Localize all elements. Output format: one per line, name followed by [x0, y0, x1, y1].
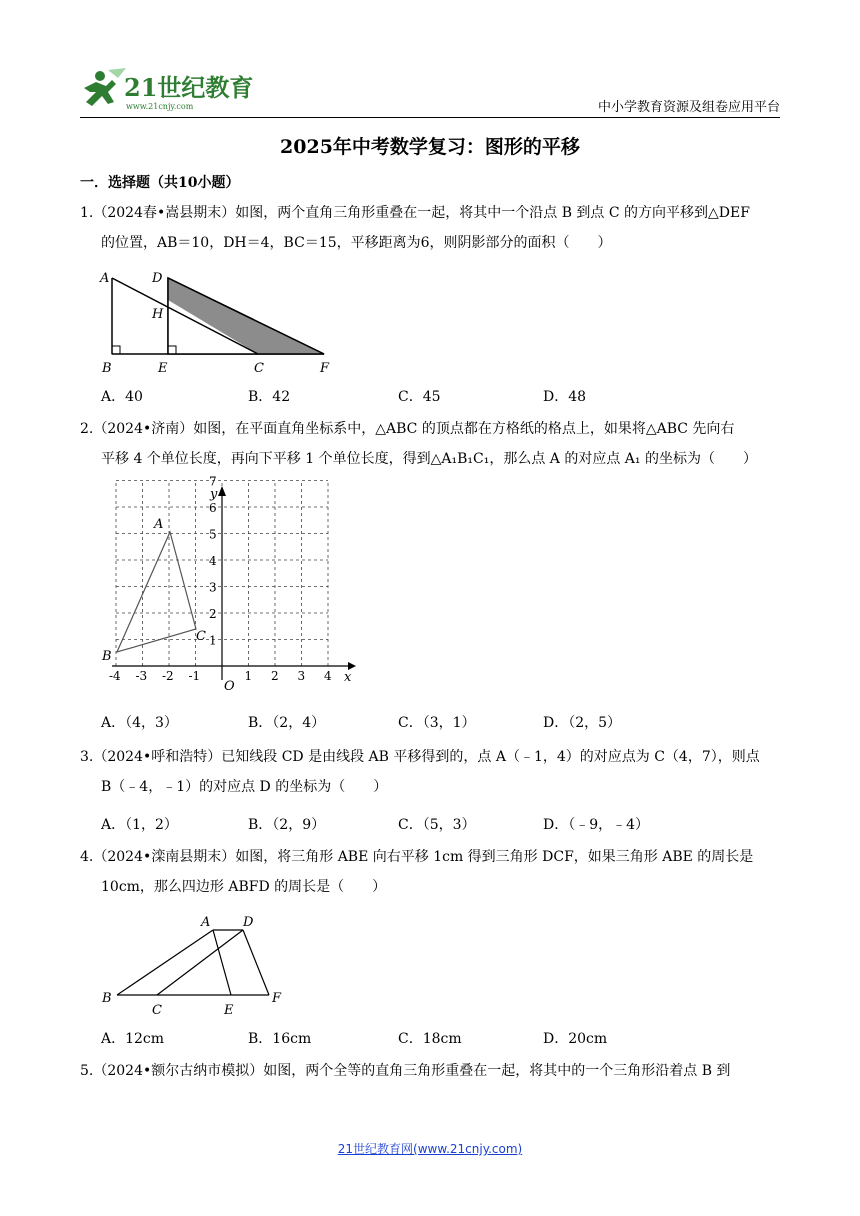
logo-url: www.21cnjy.com	[126, 102, 194, 111]
question-2-line1: 2.（2024•济南）如图，在平面直角坐标系中，△ABC 的顶点都在方格纸的格点上，如果将△ABC 先向右	[80, 421, 735, 437]
x-tick-label: -3	[135, 669, 148, 683]
option-a[interactable]: A．（1，2）	[101, 817, 178, 833]
label-A: A	[100, 271, 110, 286]
question-1	[80, 198, 780, 258]
label-E: E	[158, 361, 168, 376]
question-2-line2: 平移 4 个单位长度，再向下平移 1 个单位长度，得到△A₁B₁C₁，那么点 A 的对应点 A₁ 的坐标为（ ）	[101, 451, 757, 467]
header-divider	[80, 117, 780, 118]
footer-link[interactable]: 21世纪教育网(www.21cnjy.com)	[337, 1142, 523, 1156]
x-tick-label: 2	[271, 669, 279, 683]
y-tick-label: 7	[209, 474, 217, 489]
label-A: A	[201, 915, 211, 930]
question-1-line2: 的位置，AB＝10，DH＝4，BC＝15，平移距离为6，则阴影部分的面积（ ）	[101, 235, 612, 251]
question-4-options	[101, 1028, 781, 1052]
question-3	[80, 742, 780, 802]
option-a[interactable]: A．12cm	[101, 1031, 165, 1047]
option-b[interactable]: B．（2，9）	[248, 817, 326, 833]
question-3-line1: 3.（2024•呼和浩特）已知线段 CD 是由线段 AB 平移得到的，点 A（﹣1，4）的对应点为 C（4，7），则点	[80, 749, 760, 765]
label-F: F	[320, 361, 330, 376]
question-5	[80, 1056, 780, 1086]
point-B: B	[102, 649, 112, 664]
question-1-figure	[100, 268, 340, 376]
option-c[interactable]: C．45	[398, 389, 441, 405]
question-4-line1: 4.（2024•滦南县期末）如图，将三角形 ABE 向右平移 1cm 得到三角形 DCF，如果三角形 ABE 的周长是	[80, 849, 754, 865]
logo-text: 21世纪教育	[124, 73, 254, 102]
option-d[interactable]: D．48	[543, 389, 587, 405]
x-tick-label: -4	[109, 669, 121, 683]
label-B: B	[102, 361, 112, 376]
question-1-line1: 1.（2024春•嵩县期末）如图，两个直角三角形重叠在一起，将其中一个沿点 B 到点 C 的方向平移到△DEF	[80, 205, 750, 221]
question-4-figure	[100, 910, 290, 1018]
question-1-options	[101, 386, 781, 410]
label-E: E	[224, 1003, 234, 1018]
option-d[interactable]: D．（﹣9，﹣4）	[543, 817, 650, 833]
label-F: F	[272, 991, 282, 1006]
origin-label: O	[224, 679, 235, 694]
option-b[interactable]: B．（2，4）	[248, 715, 326, 731]
platform-label: 中小学教育资源及组卷应用平台	[597, 100, 780, 115]
label-H: H	[152, 307, 164, 322]
option-b[interactable]: B．16cm	[248, 1031, 312, 1047]
option-d[interactable]: D．（2，5）	[543, 715, 622, 731]
page-title: 2025年中考数学复习：图形的平移	[280, 136, 580, 158]
option-c[interactable]: C．（5，3）	[398, 817, 476, 833]
option-c[interactable]: C．（3，1）	[398, 715, 476, 731]
point-C: C	[196, 629, 206, 644]
x-axis-label: x	[344, 670, 352, 685]
question-2	[80, 414, 780, 474]
option-c[interactable]: C．18cm	[398, 1031, 462, 1047]
question-4-line2: 10cm，那么四边形 ABFD 的周长是（ ）	[101, 879, 387, 895]
triangle-abc	[117, 532, 196, 652]
y-tick-label: 5	[209, 527, 217, 542]
runner-icon	[84, 68, 126, 106]
option-d[interactable]: D．20cm	[543, 1031, 608, 1047]
option-a[interactable]: A．（4，3）	[101, 715, 178, 731]
question-4	[80, 842, 780, 902]
x-tick-label: 4	[324, 669, 332, 683]
label-D: D	[243, 915, 254, 930]
x-tick-label: -2	[162, 669, 174, 683]
section-heading: 一．选择题（共10小题）	[80, 175, 240, 191]
y-tick-label: 1	[209, 633, 217, 648]
site-logo	[78, 66, 253, 112]
option-b[interactable]: B．42	[248, 389, 291, 405]
question-3-line2: B（﹣4，﹣1）的对应点 D 的坐标为（ ）	[101, 779, 388, 795]
question-3-options	[101, 814, 781, 838]
y-tick-label: 3	[209, 580, 217, 595]
y-tick-label: 2	[209, 607, 217, 621]
point-A: A	[154, 517, 164, 532]
question-2-options	[101, 712, 781, 736]
label-D: D	[152, 271, 163, 286]
y-axis-label: y	[210, 487, 218, 502]
question-2-figure	[100, 474, 360, 696]
y-tick-label: 6	[209, 501, 217, 515]
option-a[interactable]: A．40	[101, 389, 143, 405]
x-tick-label: 3	[297, 669, 306, 683]
label-C: C	[152, 1003, 162, 1018]
label-C: C	[254, 361, 264, 376]
question-5-line1: 5.（2024•额尔古纳市模拟）如图，两个全等的直角三角形重叠在一起，将其中的一个三角形沿着点 B 到	[80, 1063, 731, 1079]
x-tick-label: 1	[244, 669, 253, 683]
label-B: B	[102, 991, 112, 1006]
y-tick-label: 4	[209, 554, 217, 568]
x-tick-label: -1	[188, 669, 201, 683]
